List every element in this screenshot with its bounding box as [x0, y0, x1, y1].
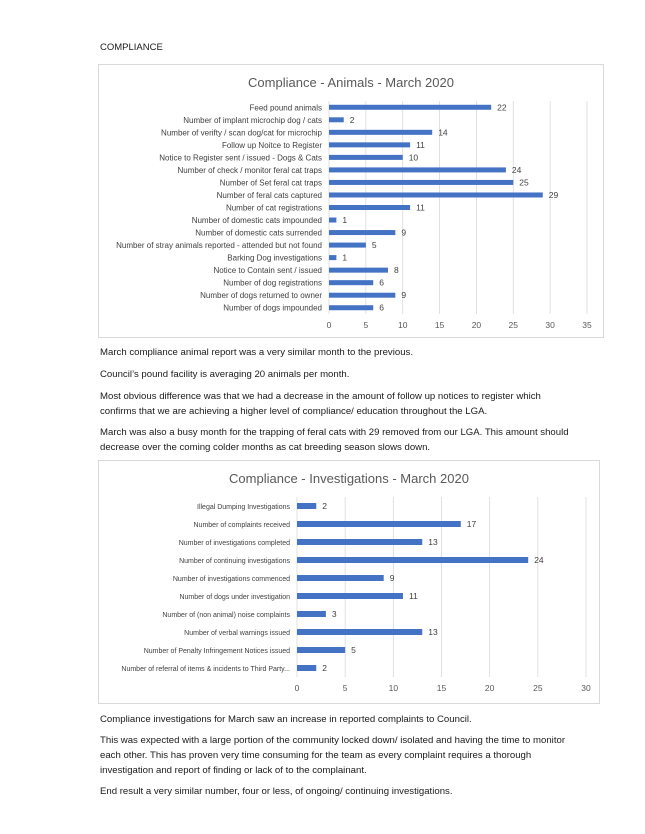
- category-label: Follow up Noitce to Register: [221, 140, 322, 150]
- chart-title: Compliance - Investigations - March 2020: [229, 471, 469, 486]
- category-label: Barking Dog investigations: [227, 253, 322, 263]
- bar: [329, 130, 432, 135]
- bar-value-label: 6: [379, 302, 384, 313]
- bar: [297, 665, 316, 671]
- bar-value-label: 11: [416, 139, 425, 150]
- bar-value-label: 14: [438, 127, 448, 138]
- bar: [297, 575, 384, 581]
- bar: [297, 503, 316, 509]
- category-label: Number of continuing investigations: [179, 558, 290, 565]
- category-label: Number of feral cats captured: [216, 190, 322, 200]
- category-label: Number of Set feral cat traps: [219, 178, 322, 188]
- bar-value-label: 11: [416, 202, 425, 213]
- category-label: Number of dogs under investigation: [179, 594, 290, 601]
- bar: [329, 105, 491, 110]
- category-label: Number of referral of items & incidents to Third Party...: [121, 666, 290, 673]
- x-tick-label: 10: [388, 683, 399, 693]
- animals-chart: [98, 64, 604, 338]
- category-label: Number of implant microchip dog / cats: [183, 115, 322, 125]
- category-label: Number of Penalty Infringement Notices issued: [143, 648, 290, 655]
- x-tick-label: 20: [471, 320, 482, 330]
- category-label: Number of investigations commenced: [172, 576, 290, 583]
- category-label: Number of verifty / scan dog/cat for microchip: [161, 128, 322, 138]
- category-label: Number of dog registrations: [223, 278, 322, 288]
- category-label: Number of verbal warnings issued: [184, 630, 290, 637]
- bar-value-label: 1: [342, 215, 348, 226]
- bar-value-label: 5: [371, 240, 377, 251]
- category-label: Number of (non animal) noise complaints: [162, 612, 290, 619]
- category-label: Number of complaints received: [193, 522, 290, 529]
- x-tick-label: 0: [294, 683, 300, 693]
- bar: [329, 180, 513, 185]
- bar-value-label: 1: [342, 252, 348, 263]
- bar-value-label: 25: [519, 177, 529, 188]
- bar: [329, 280, 373, 285]
- category-label: Number of domestic cats impounded: [191, 216, 322, 226]
- bar: [297, 539, 422, 545]
- bar-value-label: 29: [548, 189, 559, 200]
- x-tick-label: 15: [436, 683, 447, 693]
- x-tick-label: 20: [484, 683, 495, 693]
- bar-value-label: 2: [349, 114, 355, 125]
- investigations-chart-svg: [99, 461, 599, 703]
- category-label: Notice to Register sent / issued - Dogs & Cats: [159, 153, 322, 163]
- bar: [297, 647, 345, 653]
- category-label: Number of dogs impounded: [223, 303, 322, 313]
- x-tick-label: 35: [582, 320, 592, 330]
- bar-value-label: 9: [389, 573, 395, 583]
- paragraph-lockdown: This was expected with a large portion of the community locked down/ isolated and having the time to monitor each other. This has proven very time consuming for the team as every complaint requires a thorough investigation and report of finding or lack of to the complainant.: [100, 735, 566, 776]
- bar: [329, 293, 395, 298]
- bar-value-label: 22: [497, 102, 507, 113]
- bar-value-label: 24: [511, 164, 522, 175]
- chart-title: Compliance - Animals - March 2020: [248, 75, 454, 90]
- bar-value-label: 9: [401, 227, 407, 238]
- x-tick-label: 30: [581, 683, 591, 693]
- category-label: Number of check / monitor feral cat traps: [177, 165, 322, 175]
- bar-value-label: 10: [408, 152, 419, 163]
- bar-value-label: 6: [379, 277, 384, 288]
- bar-value-label: 13: [428, 627, 438, 637]
- category-label: Illegal Dumping Investigations: [197, 504, 290, 511]
- bar: [329, 155, 403, 160]
- bar: [329, 167, 506, 172]
- category-label: Number of cat registrations: [225, 203, 322, 213]
- bar-value-label: 3: [331, 609, 337, 619]
- bar-value-label: 17: [466, 519, 477, 529]
- bar: [297, 557, 528, 563]
- paragraph-follow-up-notices: Most obvious difference was that we had a decrease in the amount of follow up notices to register which confirms that we are achieving a higher level of compliance/ education throughout the LGA.: [100, 391, 541, 417]
- bar-value-label: 9: [401, 290, 407, 301]
- bar-value-label: 11: [408, 591, 418, 601]
- category-label: Number of dogs returned to owner: [200, 291, 322, 301]
- bar: [329, 192, 543, 197]
- bar: [329, 230, 395, 235]
- x-tick-label: 15: [434, 320, 445, 330]
- animals-chart-svg: [99, 65, 603, 337]
- bar-value-label: 13: [428, 537, 438, 547]
- paragraph-end-result: End result a very similar number, four or less, of ongoing/ continuing investigations.: [100, 786, 453, 797]
- bar: [329, 218, 336, 223]
- bar-value-label: 2: [322, 501, 328, 511]
- bar: [297, 521, 461, 527]
- bar: [297, 593, 403, 599]
- x-tick-label: 30: [545, 320, 555, 330]
- category-label: Number of domestic cats surrended: [195, 228, 322, 238]
- bar: [329, 117, 344, 122]
- bar: [329, 243, 366, 248]
- investigations-chart: [98, 460, 600, 704]
- bar: [329, 205, 410, 210]
- category-label: Number of investigations completed: [178, 540, 290, 547]
- x-tick-label: 25: [533, 683, 543, 693]
- category-label: Feed pound animals: [249, 103, 322, 113]
- paragraph-pound-average: Council’s pound facility is averaging 20 animals per month.: [100, 369, 350, 380]
- bar: [329, 142, 410, 147]
- bar-value-label: 24: [534, 555, 544, 565]
- section-title: COMPLIANCE: [100, 42, 163, 53]
- bar: [329, 255, 336, 260]
- category-label: Number of stray animals reported - attended but not found: [116, 241, 322, 251]
- x-tick-label: 25: [508, 320, 519, 330]
- bar-value-label: 8: [393, 265, 399, 276]
- category-label: Notice to Contain sent / issued: [213, 266, 322, 276]
- bar: [297, 629, 422, 635]
- paragraph-feral-cats: March was also a busy month for the trapping of feral cats with 29 removed from our LGA. This amount should decrease over the coming colder months as cat breeding season slows down.: [100, 427, 569, 453]
- bar-value-label: 5: [351, 645, 356, 655]
- bar-value-label: 2: [322, 663, 328, 673]
- x-tick-label: 5: [342, 683, 348, 693]
- paragraph-investigations-increase: Compliance investigations for March saw an increase in reported complaints to Council.: [100, 714, 472, 725]
- x-tick-label: 10: [397, 320, 408, 330]
- x-tick-label: 0: [326, 320, 332, 330]
- bar: [297, 611, 326, 617]
- x-tick-label: 5: [363, 320, 369, 330]
- bar: [329, 268, 388, 273]
- bar: [329, 305, 373, 310]
- paragraph-animal-report: March compliance animal report was a very similar month to the previous.: [100, 347, 413, 358]
